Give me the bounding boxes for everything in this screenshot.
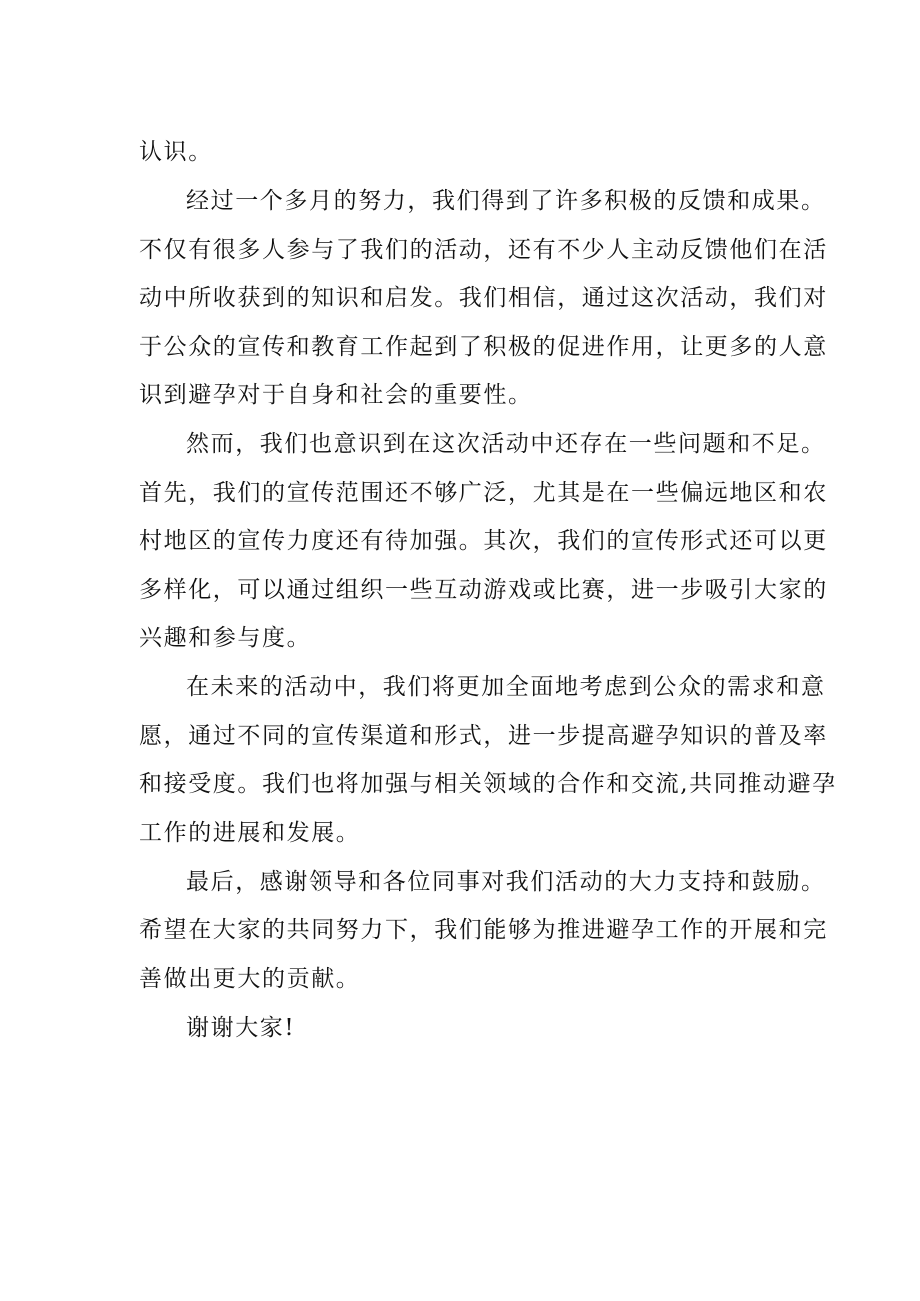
paragraph-line: 于公众的宣传和教育工作起到了积极的促进作用，让更多的人意: [139, 333, 828, 360]
paragraph-line: 首先，我们的宣传范围还不够广泛，尤其是在一些偏远地区和农: [139, 479, 828, 506]
paragraph-line: 村地区的宣传力度还有待加强。其次，我们的宣传形式还可以更: [139, 528, 828, 554]
paragraph-line: 动中所收获到的知识和启发。我们相信，通过这次活动，我们对: [139, 285, 828, 311]
paragraph-line: 谢谢大家!: [186, 1014, 296, 1041]
paragraph-line: 希望在大家的共同努力下，我们能够为推进避孕工作的开展和完: [139, 917, 828, 943]
paragraph-line: 认识。: [139, 139, 213, 165]
paragraph-line: 最后，感谢领导和各位同事对我们活动的大力支持和鼓励。: [186, 868, 826, 895]
document-body: [139, 128, 837, 1052]
paragraph-line: 不仅有很多人参与了我们的活动，还有不少人主动反馈他们在活: [139, 236, 828, 263]
paragraph-line: 和接受度。我们也将加强与相关领域的合作和交流,共同推动避孕: [139, 771, 837, 797]
paragraph-line: 多样化，可以通过组织一些互动游戏或比赛，进一步吸引大家的: [139, 576, 828, 603]
paragraph-line: 在未来的活动中，我们将更加全面地考虑到公众的需求和意: [186, 674, 826, 700]
paragraph-results: [139, 177, 828, 420]
paragraph-line: 工作的进展和发展。: [139, 819, 361, 846]
paragraph-line: 愿，通过不同的宣传渠道和形式，进一步提高避孕知识的普及率: [139, 722, 828, 749]
paragraph-thanks: [139, 858, 828, 1004]
paragraph-intro-tail: [139, 128, 799, 177]
paragraph-line: 然而，我们也意识到在这次活动中还存在一些问题和不足。: [186, 431, 826, 457]
paragraph-line: 经过一个多月的努力，我们得到了许多积极的反馈和成果。: [186, 188, 826, 214]
paragraph-line: 兴趣和参与度。: [139, 625, 312, 651]
paragraph-closing: [139, 1004, 799, 1053]
paragraph-future-plans: [139, 663, 837, 857]
paragraph-problems: [139, 420, 828, 663]
paragraph-line: 识到避孕对于自身和社会的重要性。: [139, 382, 533, 408]
paragraph-line: 善做出更大的贡献。: [139, 965, 361, 992]
